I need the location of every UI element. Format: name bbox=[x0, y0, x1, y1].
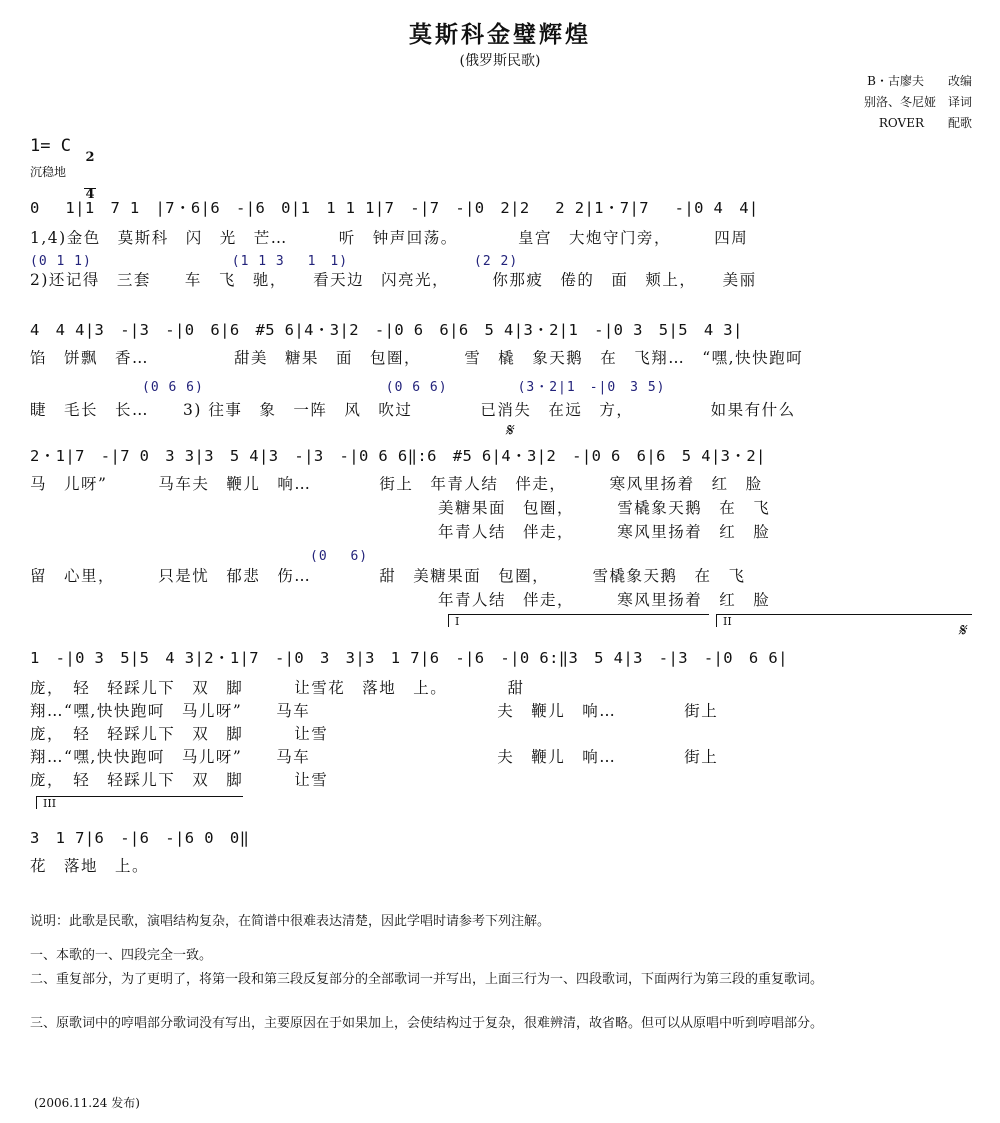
song-title: 莫斯科金璧辉煌 bbox=[409, 21, 591, 48]
lyric-line-4b: 年青人结 伴走， 寒风里扬着 红 脸 bbox=[30, 591, 771, 609]
notation-line-5: 1 -|0 3 5|5 4 3|2・1|7 -|0 3 3|3 1 7|6 -|6 -|0 6:‖3 5 4|3 -|3 -|0 6 6| bbox=[30, 649, 788, 667]
publish-date: (2006.11.24 发布) bbox=[34, 1096, 140, 1110]
volta-label-3: III bbox=[43, 797, 57, 810]
note-item-3: 三、原歌词中的哼唱部分歌词没有写出，主要原因在于如果加上，会使结构过于复杂，很难辨清，故省略。但可以从原唱中听到哼唱部分。 bbox=[30, 1016, 824, 1031]
lyric-line-1b: 2)还记得 三套 车 飞 驰， 看天边 闪亮光， 你那疲 倦的 面 颊上， 美丽 bbox=[30, 271, 757, 289]
volta-bracket-3 bbox=[36, 796, 243, 809]
notation-line-1: 0 1|1 7 1 |7・6|6 -|6 0|1 1 1 1|7 -|7 -|0 2|2 2 2|1・7|7 -|0 4 4| bbox=[30, 199, 759, 217]
notes-intro: 说明：此歌是民歌，演唱结构复杂，在简谱中很难表达清楚，因此学唱时请参考下列注解。 bbox=[30, 914, 551, 929]
lyric-line-5b: 翔…“嘿,快快跑呵 马儿呀” 马车 夫 鞭儿 响… 街上 bbox=[30, 702, 719, 720]
segno-return-symbol: 𝄋 bbox=[958, 620, 966, 641]
lyric-line-5c: 庞， 轻 轻踩儿下 双 脚 让雪 bbox=[30, 725, 329, 743]
volta-label-1: I bbox=[455, 615, 460, 628]
lyric-line-4a: 留 心里， 只是忧 郁悲 伤… 甜 美糖果面 包圈， 雪橇象天鹅 在 飞 bbox=[30, 567, 746, 585]
tempo-mark: 沉稳地 bbox=[30, 165, 67, 179]
alt-notes-2: (0 6 6) (0 6 6) (3・2|1 -|0 3 5) bbox=[30, 380, 666, 395]
segno-symbol: 𝄋 bbox=[505, 420, 513, 441]
lyric-line-6a: 花 落地 上。 bbox=[30, 857, 150, 875]
note-item-2: 二、重复部分，为了更明了，将第一段和第三段反复部分的全部歌词一并写出，上面三行为一、四段歌词，下面两行为第三段的重复歌词。 bbox=[30, 972, 824, 987]
lyric-line-3a: 马 儿呀” 马车夫 鞭儿 响… 街上 年青人结 伴走， 寒风里扬着 红 脸 bbox=[30, 475, 763, 493]
time-top: 2 bbox=[85, 150, 95, 165]
song-subtitle: (俄罗斯民歌) bbox=[459, 53, 541, 69]
volta-bracket-1 bbox=[448, 614, 709, 627]
alt-notes-4: (0 6) bbox=[30, 549, 369, 564]
lyric-line-5e: 庞， 轻 轻踩儿下 双 脚 让雪 bbox=[30, 771, 329, 789]
notation-line-3: 2・1|7 -|7 0 3 3|3 5 4|3 -|3 -|0 6 6‖:6 #5 6|4・3|2 -|0 6 6|6 5 4|3・2| bbox=[30, 447, 766, 465]
lyric-line-3b: 美糖果面 包圈， 雪橇象天鹅 在 飞 bbox=[30, 499, 771, 517]
credit-translator: 别洛、冬尼娅 译词 bbox=[863, 95, 972, 109]
volta-label-2: II bbox=[723, 615, 732, 628]
time-bottom: 4 bbox=[85, 187, 95, 202]
notation-line-2: 4 4 4|3 -|3 -|0 6|6 #5 6|4・3|2 -|0 6 6|6 5 4|3・2|1 -|0 3 5|5 4 3| bbox=[30, 321, 743, 339]
notation-line-6: 3 1 7|6 -|6 -|6 0 0‖ bbox=[30, 829, 250, 847]
lyric-line-2a: 馅 饼飘 香… 甜美 糖果 面 包圈， 雪 橇 象天鹅 在 飞翔… “嘿,快快跑呵 bbox=[30, 349, 804, 367]
note-item-1: 一、本歌的一、四段完全一致。 bbox=[30, 948, 213, 963]
lyric-line-1a: 1,4)金色 莫斯科 闪 光 芒… 听 钟声回荡。 皇宫 大炮守门旁， 四周 bbox=[30, 229, 749, 247]
volta-bracket-2 bbox=[716, 614, 972, 627]
credit-arranger: B・古廖夫 改编 bbox=[867, 74, 972, 88]
key-signature: 1= C bbox=[30, 136, 71, 156]
lyric-line-2b: 睫 毛长 长… 3) 往事 象 一阵 风 吹过 已消失 在远 方， 如果有什么 bbox=[30, 401, 796, 419]
lyric-line-5a: 庞， 轻 轻踩儿下 双 脚 让雪花 落地 上。 甜 bbox=[30, 679, 525, 697]
lyric-line-5d: 翔…“嘿,快快跑呵 马儿呀” 马车 夫 鞭儿 响… 街上 bbox=[30, 748, 719, 766]
alt-notes-1: (0 1 1) (1 1 3 1 1) (2 2) bbox=[30, 254, 519, 269]
lyric-line-3c: 年青人结 伴走， 寒风里扬着 红 脸 bbox=[30, 523, 771, 541]
credit-lyrics: ROVER 配歌 bbox=[878, 116, 972, 130]
